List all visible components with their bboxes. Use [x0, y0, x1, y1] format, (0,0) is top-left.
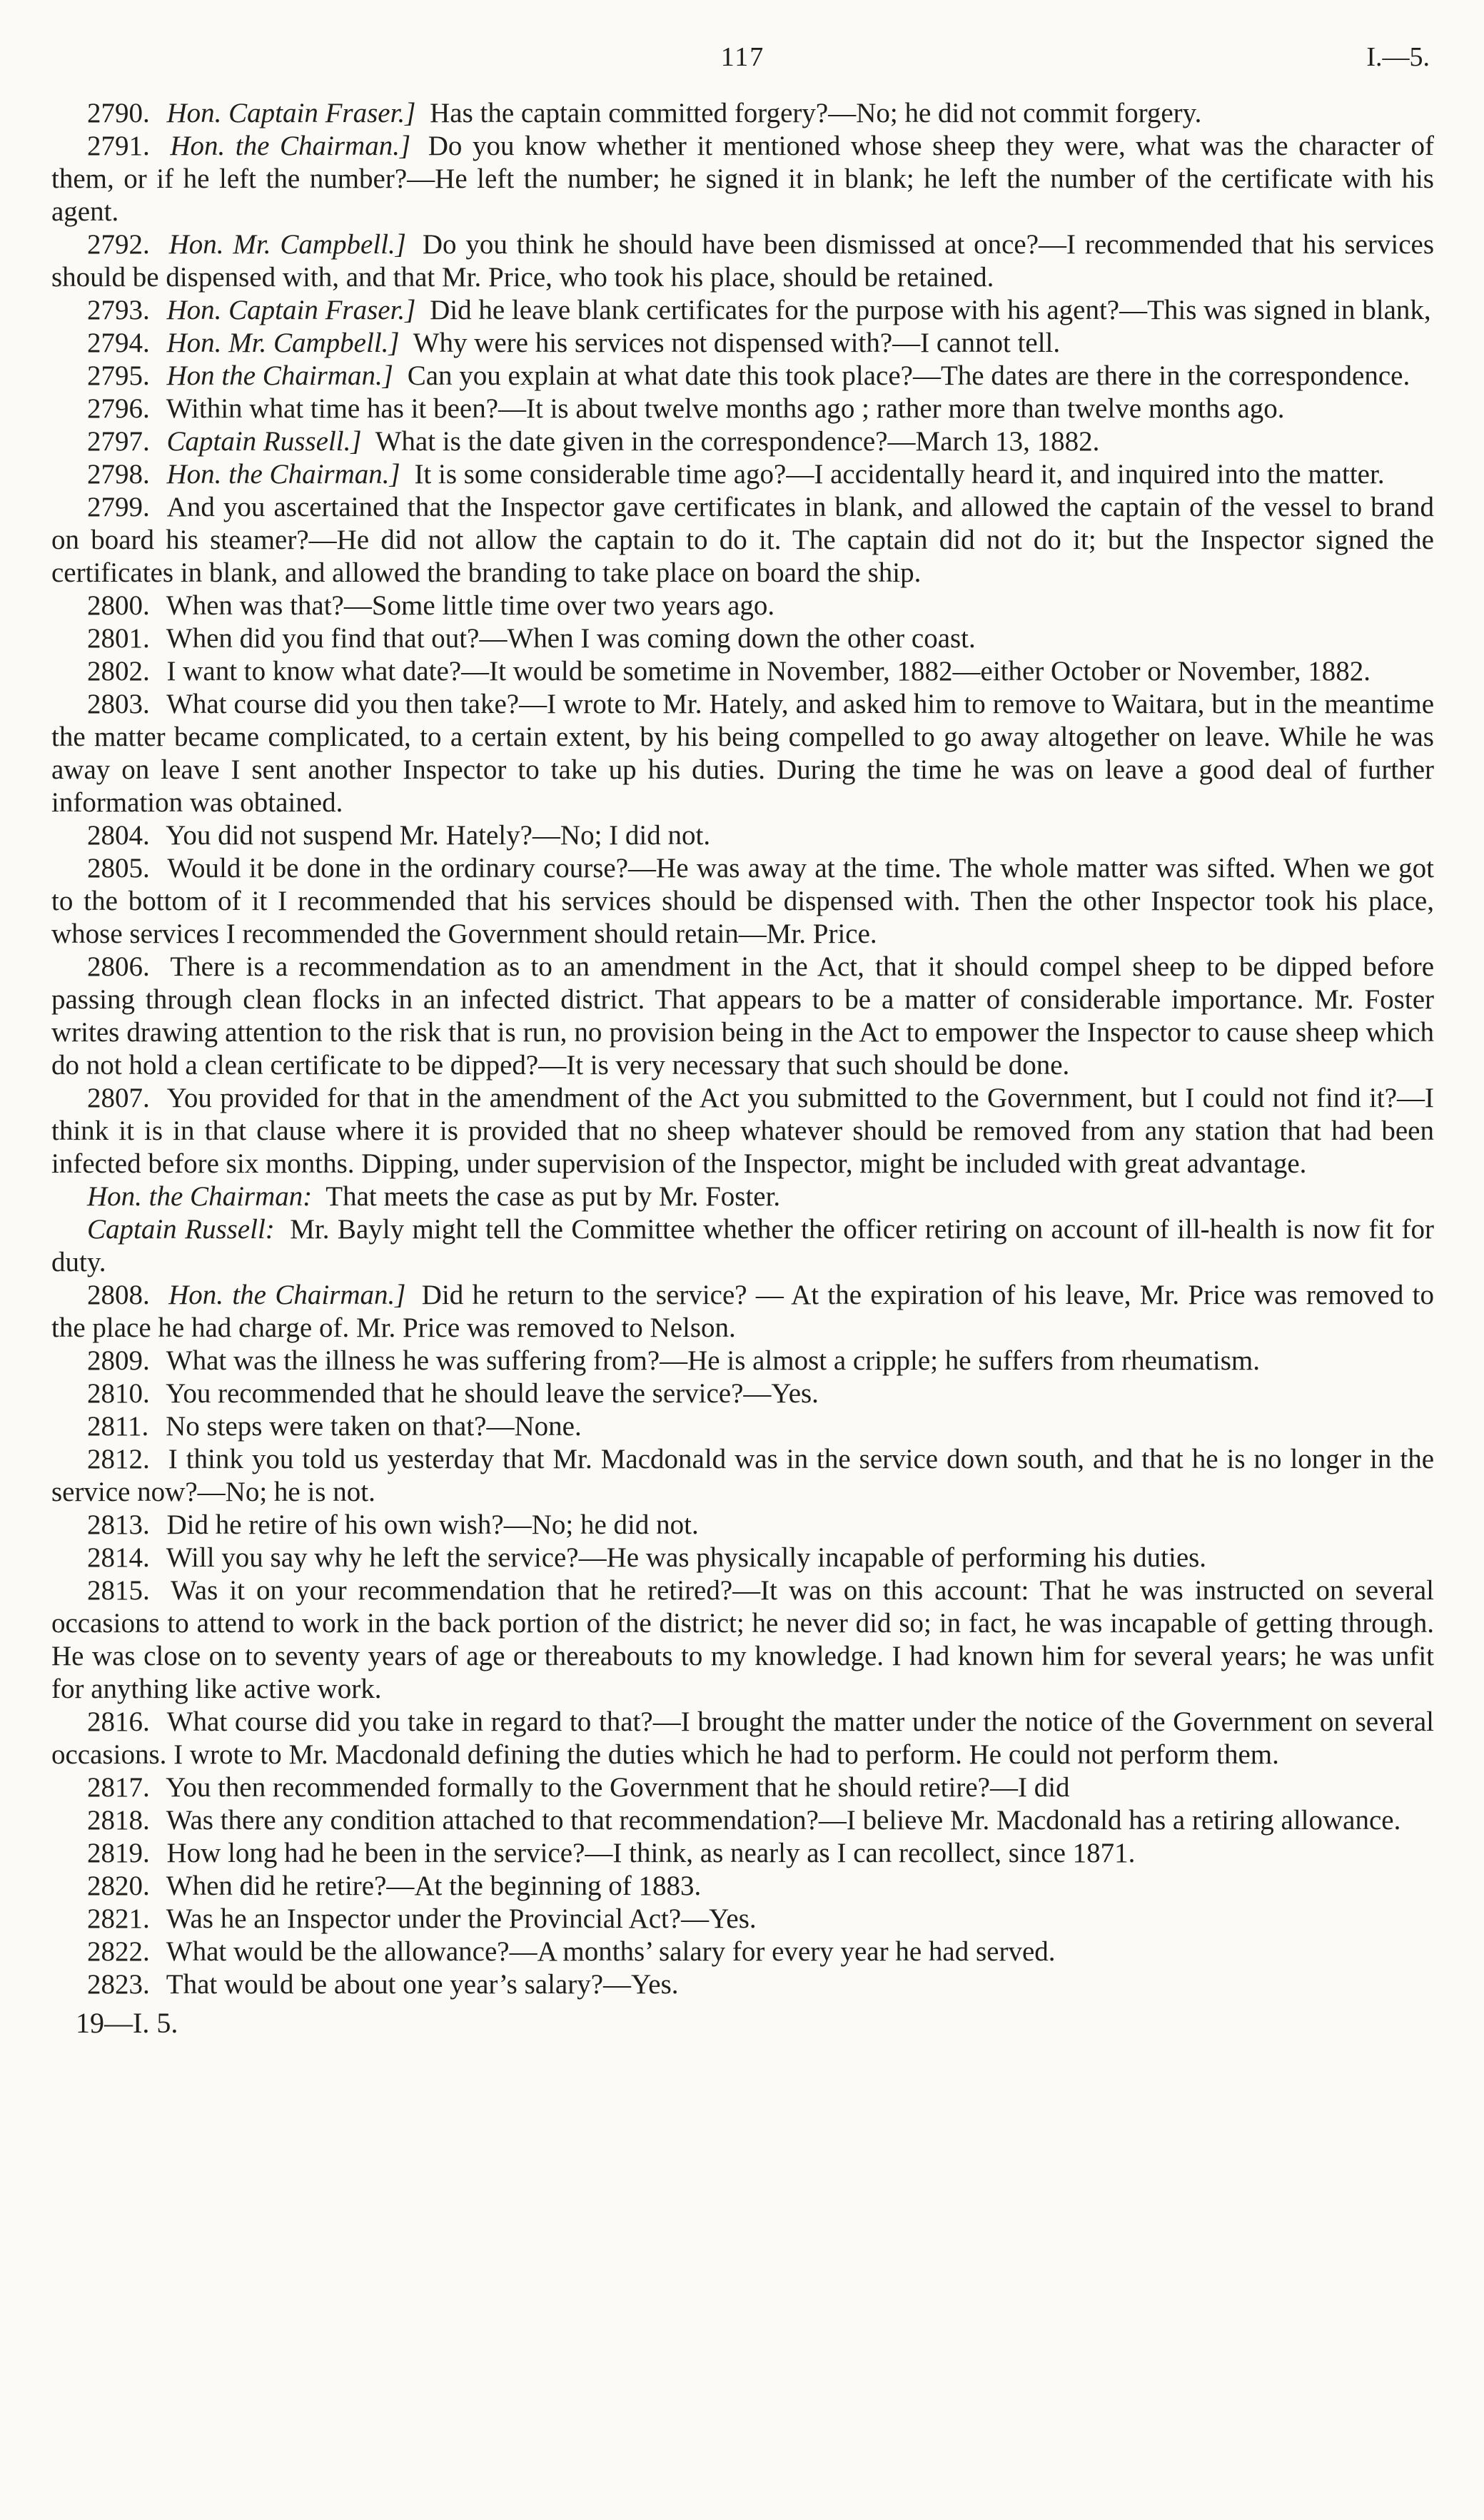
question-number: 2809.	[87, 1345, 150, 1376]
page-footer	[51, 2005, 1434, 2041]
qa-paragraph	[51, 458, 1434, 491]
signature-mark: 19—I. 5.	[76, 2007, 178, 2039]
qa-text: When did he retire?—At the beginning of 1883.	[166, 1871, 702, 1901]
question-number: 2803.	[87, 689, 150, 719]
qa-paragraph	[51, 425, 1434, 458]
speaker-name: Hon. the Chairman.]	[168, 1280, 406, 1310]
question-number: 2813.	[87, 1509, 150, 1540]
question-number: 2802.	[87, 656, 150, 687]
qa-text: Would it be done in the ordinary course?—He was away at the time. The whole matter was sifted. When we got to the bottom of it I recommended that his services should be dispensed with. Then the other Inspector took his place, whose services I recommended the Government should retain—Mr. Price.	[51, 853, 1434, 949]
question-number: 2792.	[87, 229, 150, 260]
qa-paragraph	[51, 1410, 1434, 1443]
qa-text: Did he leave blank certificates for the purpose with his agent?—This was signed in blank,	[430, 295, 1431, 325]
qa-paragraph	[51, 228, 1434, 294]
qa-text: You did not suspend Mr. Hately?—No; I did not.	[166, 820, 711, 851]
qa-text: What would be the allowance?—A months’ salary for every year he had served.	[166, 1936, 1056, 1967]
speaker-name: Hon. Captain Fraser.]	[166, 98, 416, 128]
question-number: 2819.	[87, 1838, 150, 1868]
page-number: 117	[720, 42, 765, 72]
qa-text: That meets the case as put by Mr. Foster.	[325, 1181, 781, 1212]
question-number: 2823.	[87, 1969, 150, 2000]
qa-text: Can you explain at what date this took place?—The dates are there in the correspondence.	[407, 360, 1410, 391]
qa-text: There is a recommendation as to an amendment in the Act, that it should compel sheep to be dipped before passing through clean flocks in an infected district. That appears to be a matter of considerable importance. Mr. Foster writes drawing attention to the risk that is run, no provision being in the Act to empower the Inspector to cause sheep which do not hold a clean certificate to be dipped?—It is very necessary that such should be done.	[51, 951, 1435, 1081]
qa-paragraph	[51, 655, 1434, 688]
question-number: 2794.	[87, 328, 150, 358]
document-reference: I.—5.	[1366, 42, 1430, 72]
qa-text: That would be about one year’s salary?—Yes.	[166, 1969, 679, 2000]
qa-text: Was he an Inspector under the Provincial Act?—Yes.	[166, 1903, 757, 1934]
qa-text: What is the date given in the correspondence?—March 13, 1882.	[375, 426, 1100, 457]
question-number: 2817.	[87, 1772, 150, 1803]
qa-paragraph	[51, 393, 1434, 425]
question-number: 2790.	[87, 98, 150, 128]
qa-paragraph	[51, 1574, 1434, 1706]
question-number: 2814.	[87, 1542, 150, 1573]
qa-text: I want to know what date?—It would be sometime in November, 1882—either October or November, 1882.	[166, 656, 1371, 687]
qa-text: No steps were taken on that?—None.	[166, 1411, 582, 1442]
qa-paragraph	[51, 1180, 1434, 1213]
question-number: 2816.	[87, 1706, 150, 1737]
qa-text: What course did you take in regard to that?—I brought the matter under the notice of the Government on several occasions. I wrote to Mr. Macdonald defining the duties which he had to perform. He could not perform them.	[51, 1706, 1435, 1770]
qa-text: Within what time has it been?—It is about twelve months ago ; rather more than twelve months ago.	[166, 393, 1285, 424]
question-number: 2810.	[87, 1378, 150, 1409]
qa-text: Was there any condition attached to that recommendation?—I believe Mr. Macdonald has a retiring allowance.	[166, 1805, 1401, 1836]
qa-paragraph	[51, 1443, 1434, 1509]
qa-text: Do you know whether it mentioned whose sheep they were, what was the character of them, or if he left the number?—He left the number; he signed it in blank; he left the number of the certificate with his agent.	[51, 131, 1435, 227]
qa-paragraph	[51, 1837, 1434, 1870]
qa-paragraph	[51, 1082, 1434, 1180]
qa-text: How long had he been in the service?—I think, as nearly as I can recollect, since 1871.	[166, 1838, 1136, 1868]
qa-paragraph	[51, 1771, 1434, 1804]
qa-paragraph	[51, 294, 1434, 327]
qa-paragraph	[51, 130, 1434, 228]
speaker-name: Hon. the Chairman:	[87, 1181, 313, 1212]
transcript-body	[51, 97, 1434, 2001]
speaker-name: Hon. Mr. Campbell.]	[166, 328, 400, 358]
qa-text: When was that?—Some little time over two years ago.	[166, 590, 775, 621]
qa-paragraph	[51, 97, 1434, 130]
qa-paragraph	[51, 1706, 1434, 1771]
qa-paragraph	[51, 1509, 1434, 1542]
qa-text: What course did you then take?—I wrote to Mr. Hately, and asked him to remove to Waitara, but in the meantime the matter became complicated, to a certain extent, by his being compelled to go away altogether on leave. While he was away on leave I sent another Inspector to take up his duties. During the time he was on leave a good deal of further information was obtained.	[51, 689, 1435, 818]
question-number: 2799.	[87, 492, 150, 522]
question-number: 2815.	[87, 1575, 150, 1606]
qa-text: Did he return to the service? — At the expiration of his leave, Mr. Price was removed to the place he had charge of. Mr. Price was removed to Nelson.	[51, 1280, 1435, 1343]
qa-paragraph	[51, 1377, 1434, 1410]
qa-paragraph	[51, 819, 1434, 852]
qa-text: Did he retire of his own wish?—No; he did not.	[166, 1509, 699, 1540]
qa-paragraph	[51, 951, 1434, 1082]
question-number: 2796.	[87, 393, 150, 424]
qa-paragraph	[51, 1345, 1434, 1377]
qa-paragraph	[51, 327, 1434, 360]
qa-text: Why were his services not dispensed with?—I cannot tell.	[413, 328, 1061, 358]
qa-text: It is some considerable time ago?—I accidentally heard it, and inquired into the matter.	[414, 459, 1385, 490]
question-number: 2821.	[87, 1903, 150, 1934]
qa-text: You recommended that he should leave the service?—Yes.	[166, 1378, 819, 1409]
question-number: 2801.	[87, 623, 150, 654]
question-number: 2800.	[87, 590, 150, 621]
qa-paragraph	[51, 1279, 1434, 1345]
question-number: 2808.	[87, 1280, 150, 1310]
qa-text: Mr. Bayly might tell the Committee whether the officer retiring on account of ill-health is now fit for duty.	[51, 1214, 1435, 1277]
speaker-name: Hon. the Chairman.]	[170, 131, 411, 161]
qa-text: Will you say why he left the service?—He was physically incapable of performing his duties.	[166, 1542, 1207, 1573]
qa-paragraph	[51, 1903, 1434, 1935]
question-number: 2798.	[87, 459, 150, 490]
qa-text: When did you find that out?—When I was coming down the other coast.	[166, 623, 976, 654]
qa-text: Was it on your recommendation that he retired?—It was on this account: That he was instructed on several occasions to attend to work in the back portion of the district; he never did so; in fact, he was incapable of getting through. He was close on to seventy years of age or thereabouts to my knowledge. I had known him for several years; he was unfit for anything like active work.	[51, 1575, 1435, 1704]
qa-text: What was the illness he was suffering from?—He is almost a cripple; he suffers from rheumatism.	[166, 1345, 1260, 1376]
qa-paragraph	[51, 1804, 1434, 1837]
qa-text: I think you told us yesterday that Mr. Macdonald was in the service down south, and that he is no longer in the service now?—No; he is not.	[51, 1444, 1435, 1507]
question-number: 2820.	[87, 1871, 150, 1901]
qa-paragraph	[51, 360, 1434, 393]
question-number: 2804.	[87, 820, 150, 851]
question-number: 2793.	[87, 295, 150, 325]
qa-text: Do you think he should have been dismissed at once?—I recommended that his services should be dispensed with, and that Mr. Price, who took his place, should be retained.	[51, 229, 1435, 293]
qa-paragraph	[51, 1935, 1434, 1968]
qa-paragraph	[51, 1870, 1434, 1903]
question-number: 2807.	[87, 1083, 150, 1113]
qa-text: Has the captain committed forgery?—No; he did not commit forgery.	[430, 98, 1202, 128]
qa-text: And you ascertained that the Inspector gave certificates in blank, and allowed the captain of the vessel to brand on board his steamer?—He did not allow the captain to do it. The captain did not do it; but the Inspector signed the certificates in blank, and allowed the branding to take place on board the ship.	[51, 492, 1434, 588]
qa-text: You provided for that in the amendment of the Act you submitted to the Government, but I could not find it?—I think it is in that clause where it is provided that no sheep whatever should be removed from any station that had been infected before six months. Dipping, under supervision of the Inspector, might be included with great advantage.	[51, 1083, 1434, 1179]
speaker-name: Hon the Chairman.]	[166, 360, 393, 391]
page-header	[51, 41, 1434, 79]
qa-text: You then recommended formally to the Government that he should retire?—I did	[166, 1772, 1070, 1803]
question-number: 2806.	[87, 951, 150, 982]
question-number: 2795.	[87, 360, 150, 391]
speaker-name: Captain Russell:	[87, 1214, 275, 1245]
speaker-name: Hon. Mr. Campbell.]	[168, 229, 406, 260]
qa-paragraph	[51, 589, 1434, 622]
question-number: 2811.	[87, 1411, 149, 1442]
question-number: 2797.	[87, 426, 150, 457]
qa-paragraph	[51, 491, 1434, 589]
speaker-name: Captain Russell.]	[166, 426, 362, 457]
question-number: 2818.	[87, 1805, 150, 1836]
qa-paragraph	[51, 622, 1434, 655]
qa-paragraph	[51, 688, 1434, 819]
speaker-name: Hon. the Chairman.]	[166, 459, 400, 490]
question-number: 2822.	[87, 1936, 150, 1967]
qa-paragraph	[51, 1542, 1434, 1574]
qa-paragraph	[51, 1213, 1434, 1279]
speaker-name: Hon. Captain Fraser.]	[166, 295, 416, 325]
qa-paragraph	[51, 852, 1434, 951]
question-number: 2812.	[87, 1444, 150, 1474]
question-number: 2805.	[87, 853, 150, 884]
question-number: 2791.	[87, 131, 150, 161]
qa-paragraph	[51, 1968, 1434, 2001]
